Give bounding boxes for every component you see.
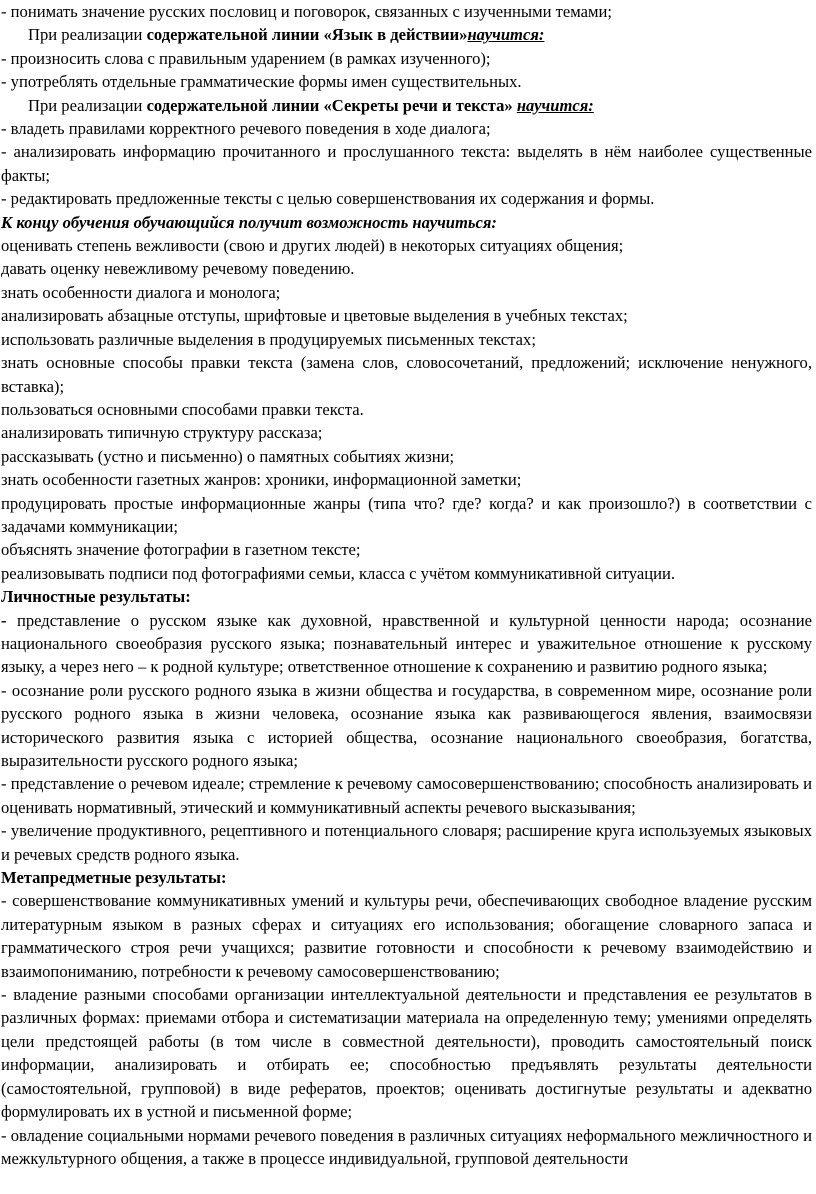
- paragraph: давать оценку невежливому речевому поведению.: [1, 259, 355, 279]
- paragraph: [1, 609, 812, 679]
- paragraph: - увеличение продуктивного, рецептивного и потенциального словаря; расширение круга используемых языковых и речевых средств родного языка.: [1, 821, 812, 864]
- paragraph: оценивать степень вежливости (свою и других людей) в некоторых ситуациях общения;: [1, 236, 624, 256]
- paragraph: - владение разными способами организации интеллектуальной деятельности и представления ее результатов в различных формах: приемами отбора и систематизации материала на определенную тему; умениями определять цели предстоящей работы (в том числе в совместной деятельности), проводить самостоятельный поиск информации, анализировать и отбирать ее; способностью предъявлять результаты деятельности (самостоятельной, групповой) в виде рефератов, проектов; оценивать достигнутые результаты и адекватно формулировать их в устной и письменной форме;: [1, 985, 812, 1122]
- paragraph: анализировать типичную структуру рассказа;: [1, 423, 323, 443]
- paragraph: - владеть правилами корректного речевого поведения в ходе диалога;: [1, 119, 491, 139]
- paragraph: реализовывать подписи под фотографиями семьи, класса с учётом коммуникативной ситуации.: [1, 563, 676, 583]
- paragraph: рассказывать (устно и письменно) о памятных событиях жизни;: [1, 446, 455, 466]
- underlined-phrase: научится:: [467, 25, 545, 45]
- section-line-language-in-action: [1, 23, 812, 46]
- paragraph: - анализировать информацию прочитанного и прослушанного текста: выделять в нём наиболее существенные факты;: [1, 142, 812, 185]
- subheading-opportunity: К концу обучения обучающийся получит возможность научиться:: [1, 212, 497, 232]
- paragraph: - совершенствование коммуникативных умений и культуры речи, обеспечивающих свободное владение русским литературным языком в разных сферах и ситуациях его использования; обогащение словарного запаса и грамматического строя речи учащихся; развитие готовности и способности к речевому взаимодействию и взаимопониманию, потребности к речевому самосовершенствованию;: [1, 891, 812, 981]
- heading-personal-results: Личностные результаты:: [1, 587, 191, 607]
- paragraph: знать основные способы правки текста (замена слов, словосочетаний, предложений; исключение ненужного, вставка);: [1, 353, 812, 396]
- heading-metasubject-results: Метапредметные результаты:: [1, 868, 227, 888]
- paragraph-text: представление о русском языке как духовной, нравственной и культурной ценности народа; осознание национального своеобразия русского языка; познавательный интерес и уважительное отношение к русскому языку, а через него – к родной культуре; ответственное отношение к сохранению и развитию родного языка;: [1, 610, 812, 677]
- underlined-phrase: научится:: [516, 95, 594, 115]
- paragraph: знать особенности диалога и монолога;: [1, 282, 281, 302]
- paragraph: пользоваться основными способами правки текста.: [1, 399, 364, 419]
- paragraph: - осознание роли русского родного языка в жизни общества и государства, в современном мире, осознание роли русского родного языка в жизни человека, осознание языка как развивающегося явления, взаимосвязи исторического развития языка с историей общества, осознание национального своеобразия, богатства, выразительности русского родного языка;: [1, 680, 812, 770]
- section-line-speech-secrets: [1, 94, 812, 117]
- paragraph: знать особенности газетных жанров: хроники, информационной заметки;: [1, 470, 522, 490]
- paragraph: - произносить слова с правильным ударением (в рамках изученного);: [1, 48, 491, 68]
- paragraph: - редактировать предложенные тексты с целью совершенствования их содержания и формы.: [1, 189, 655, 209]
- bold-dash: -: [1, 610, 7, 630]
- paragraph: - понимать значение русских пословиц и поговорок, связанных с изученными темами;: [1, 2, 612, 21]
- paragraph: - представление о речевом идеале; стремление к речевому самосовершенствованию; способность анализировать и оценивать нормативный, этический и коммуникативный аспекты речевого высказывания;: [1, 774, 812, 817]
- paragraph: объяснять значение фотографии в газетном тексте;: [1, 540, 361, 560]
- paragraph-prefix: При реализации: [28, 95, 147, 115]
- paragraph: использовать различные выделения в продуцируемых письменных текстах;: [1, 329, 536, 349]
- paragraph: - употреблять отдельные грамматические формы имен существительных.: [1, 72, 522, 92]
- bold-phrase: содержательной линии «Секреты речи и текста»: [146, 95, 517, 115]
- paragraph-prefix: При реализации: [28, 25, 147, 45]
- paragraph: продуцировать простые информационные жанры (типа что? где? когда? и как произошло?) в соответствии с задачами коммуникации;: [1, 493, 812, 536]
- paragraph: - овладение социальными нормами речевого поведения в различных ситуациях неформального межличностного и межкультурного общения, а также в процессе индивидуальной, групповой деятельности: [1, 1125, 812, 1168]
- paragraph: анализировать абзацные отступы, шрифтовые и цветовые выделения в учебных текстах;: [1, 306, 628, 326]
- bold-phrase: содержательной линии «Язык в действии»: [146, 25, 468, 45]
